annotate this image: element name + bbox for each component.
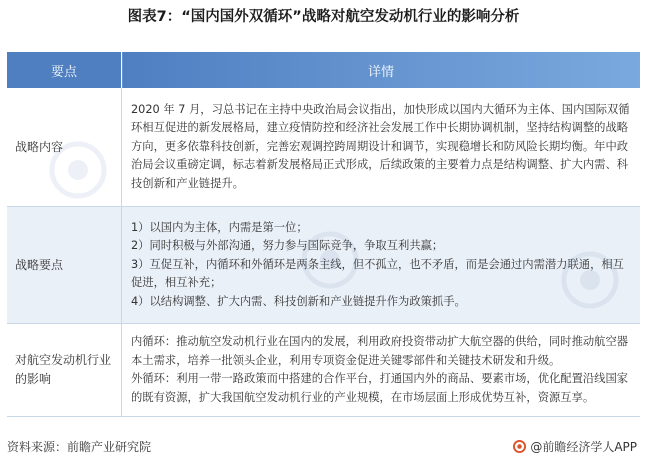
row-label: 战略要点 (15, 257, 64, 272)
row-detail-text: 1）以国内为主体，内需是第一位； (131, 220, 308, 234)
header-cell-key-points: 要点 (7, 52, 122, 88)
row-detail-text: 4）以结构调整、扩大内需、科技创新和产业链提升作为政策抓手。 (131, 294, 466, 308)
row-detail-text: 内循环：推动航空发动机行业在国内的发展，利用政府投资带动扩大航空器的供给，同时推动航空器本土需求，培养一批领头企业，利用专项资金促进关键零部件和关键技术研发和升级。 (131, 335, 629, 367)
page-title: 图表7：“国内国外双循环”战略对航空发动机行业的影响分析 (127, 9, 520, 25)
table-header-row (7, 52, 640, 88)
brand-label: @前瞻经济学人APP (530, 440, 637, 454)
table-row (7, 88, 640, 207)
header-cell-details: 详情 (122, 52, 641, 88)
row-detail-text: 3）互促互补，内循环和外循环是两条主线，但不孤立，也不矛盾，而是会通过内需潜力联通，相互促进，相互补充； (131, 257, 624, 290)
row-label: 对航空发动机行业的影响 (15, 353, 112, 386)
source-note: 资料来源：前瞻产业研究院 (7, 440, 152, 454)
analysis-table (7, 52, 640, 417)
row-detail-text: 外循环：利用一带一路政策而中搭建的合作平台，打通国内外的商品、要素市场，优化配置沿线国家的既有资源，扩大我国航空发动机行业的产业规模，在市场层面上形成优势互补，资源互享。 (131, 372, 629, 404)
row-label: 战略内容 (15, 139, 64, 154)
table-row (7, 207, 640, 324)
brand-logo-icon (513, 440, 526, 453)
row-detail-text: 2020 年 7 月，习总书记在主持中央政治局会议指出，加快形成以国内大循环为主体、国内国际双循环相互促进的新发展格局，建立疫情防控和经济社会发展工作中长期协调机制，坚持结构调整的战略方向，更多依靠科技创新，完善宏观调控跨周期设计和调节，实现稳增长和防风险长期均衡。年中政治局会议重磅定调，标志着新发展格局正式形成，后续政策的主要着力点是结构调整、扩大内需、科技创新和产业链提升。 (131, 102, 630, 190)
brand-attribution (513, 438, 637, 455)
table-row (7, 324, 640, 417)
row-detail-text: 2）同时积极与外部沟通，努力参与国际竞争，争取互利共赢； (131, 239, 444, 253)
